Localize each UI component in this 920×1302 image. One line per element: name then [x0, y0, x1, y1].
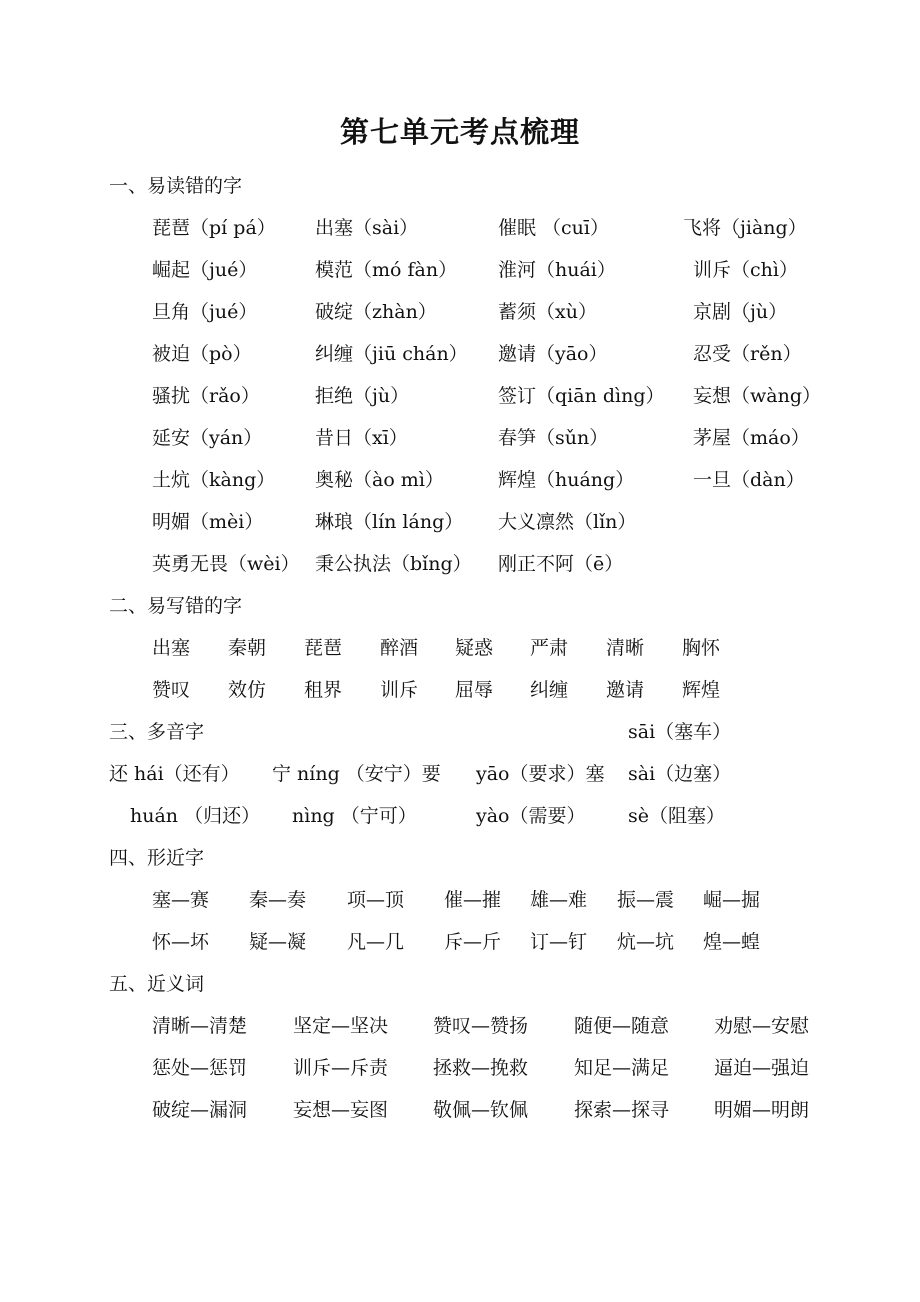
- word-entry: 奥秘（ào mì）: [315, 469, 444, 491]
- word-entry: 催眠 （cuī）: [498, 217, 609, 239]
- word-entry: 刚正不阿（ē）: [498, 553, 624, 575]
- word-entry: 签订（qiān dìng）: [498, 385, 665, 407]
- word-entry: 土炕（kàng）: [152, 469, 276, 491]
- word-entry: 旦角（jué）: [152, 301, 258, 323]
- word-entry: 秦朝: [228, 637, 267, 659]
- word-entry: 邀请: [606, 679, 645, 701]
- polyphone-entry: sài（边塞）: [628, 763, 732, 785]
- word-entry: 京剧（jù）: [693, 301, 788, 323]
- page-title: 第七单元考点梳理: [339, 115, 580, 149]
- word-entry: 琵琶: [304, 637, 343, 659]
- word-entry: 振—震: [617, 889, 675, 911]
- word-entry: 模范（mó fàn）: [315, 259, 458, 281]
- word-entry: 昔日（xī）: [315, 427, 408, 449]
- word-entry: 劝慰—安慰: [714, 1015, 810, 1037]
- word-entry: 蓄须（xù）: [498, 301, 597, 323]
- word-entry: 赞叹: [152, 679, 191, 701]
- section-heading: 五、近义词: [109, 973, 205, 995]
- word-entry: 妄想—妄图: [293, 1099, 389, 1121]
- word-entry: 凡—几: [347, 931, 405, 953]
- word-entry: 妄想（wàng）: [693, 385, 821, 407]
- word-entry: 延安（yán）: [152, 427, 263, 449]
- word-entry: 项—顶: [347, 889, 405, 911]
- word-entry: 破绽（zhàn）: [315, 301, 437, 323]
- section-heading: 三、多音字: [109, 721, 205, 743]
- word-entry: 炕—坑: [617, 931, 675, 953]
- word-entry: 琳琅（lín láng）: [315, 511, 464, 533]
- word-entry: 坚定—坚决: [293, 1015, 389, 1037]
- word-entry: 租界: [304, 679, 343, 701]
- word-entry: 清晰—清楚: [152, 1015, 248, 1037]
- word-entry: 探索—探寻: [574, 1099, 670, 1121]
- polyphone-entry: yào（需要）: [476, 805, 586, 827]
- word-entry: 明媚—明朗: [714, 1099, 810, 1121]
- word-entry: 训斥—斥责: [293, 1057, 389, 1079]
- word-entry: 醉酒: [380, 637, 419, 659]
- word-entry: 忍受（rěn）: [693, 343, 802, 365]
- word-entry: 纠缠: [530, 679, 569, 701]
- word-entry: 订—钉: [530, 931, 588, 953]
- polyphone-entry: nìng （宁可）: [292, 805, 417, 827]
- word-entry: 清晰: [606, 637, 645, 659]
- word-entry: 胸怀: [682, 637, 721, 659]
- word-entry: 疑—凝: [249, 931, 307, 953]
- word-entry: 淮河（huái）: [498, 259, 616, 281]
- word-entry: 效仿: [228, 679, 267, 701]
- word-entry: 一旦（dàn）: [693, 469, 805, 491]
- section-heading: 一、易读错的字: [109, 175, 243, 197]
- word-entry: 惩处—惩罚: [152, 1057, 248, 1079]
- polyphone-entry: 还 hái（还有）: [109, 763, 240, 785]
- word-entry: 煌—蝗: [703, 931, 761, 953]
- word-entry: 英勇无畏（wèi）: [152, 553, 300, 575]
- word-entry: 飞将（jiàng）: [683, 217, 807, 239]
- word-entry: 辉煌（huáng）: [498, 469, 635, 491]
- polyphone-entry: yāo（要求）塞: [476, 763, 605, 785]
- section-heading: 二、易写错的字: [109, 595, 243, 617]
- polyphone-entry: 宁 níng （安宁）要: [272, 763, 441, 785]
- word-entry: 塞—赛: [152, 889, 210, 911]
- polyphone-entry: sāi（塞车）: [628, 721, 732, 743]
- section-heading: 四、形近字: [109, 847, 205, 869]
- word-entry: 骚扰（rǎo）: [152, 385, 260, 407]
- word-entry: 春笋（sǔn）: [498, 427, 609, 449]
- word-entry: 训斥（chì）: [693, 259, 798, 281]
- word-entry: 严肃: [530, 637, 569, 659]
- word-entry: 屈辱: [455, 679, 494, 701]
- word-entry: 拯救—挽救: [433, 1057, 529, 1079]
- polyphone-entry: huán （归还）: [130, 805, 261, 827]
- word-entry: 出塞: [152, 637, 191, 659]
- word-entry: 秦—奏: [249, 889, 307, 911]
- word-entry: 破绽—漏洞: [152, 1099, 248, 1121]
- word-entry: 茅屋（máo）: [693, 427, 810, 449]
- word-entry: 敬佩—钦佩: [433, 1099, 529, 1121]
- word-entry: 随便—随意: [574, 1015, 670, 1037]
- word-entry: 拒绝（jù）: [315, 385, 410, 407]
- word-entry: 催—摧: [444, 889, 502, 911]
- word-entry: 斥—斤: [444, 931, 502, 953]
- polyphone-entry: sè（阻塞）: [628, 805, 725, 827]
- word-entry: 邀请（yāo）: [498, 343, 608, 365]
- word-entry: 逼迫—强迫: [714, 1057, 810, 1079]
- word-entry: 辉煌: [682, 679, 721, 701]
- word-entry: 知足—满足: [574, 1057, 670, 1079]
- word-entry: 怀—坏: [152, 931, 210, 953]
- word-entry: 大义凛然（lǐn）: [498, 511, 637, 533]
- word-entry: 训斥: [380, 679, 419, 701]
- word-entry: 赞叹—赞扬: [433, 1015, 529, 1037]
- word-entry: 纠缠（jiū chán）: [315, 343, 468, 365]
- word-entry: 明媚（mèi）: [152, 511, 264, 533]
- word-entry: 秉公执法（bǐng）: [315, 553, 472, 575]
- word-entry: 雄—难: [530, 889, 588, 911]
- word-entry: 疑惑: [455, 637, 494, 659]
- word-entry: 崛起（jué）: [152, 259, 258, 281]
- word-entry: 崛—掘: [703, 889, 761, 911]
- word-entry: 被迫（pò）: [152, 343, 252, 365]
- word-entry: 出塞（sài）: [315, 217, 419, 239]
- word-entry: 琵琶（pí pá）: [152, 217, 276, 239]
